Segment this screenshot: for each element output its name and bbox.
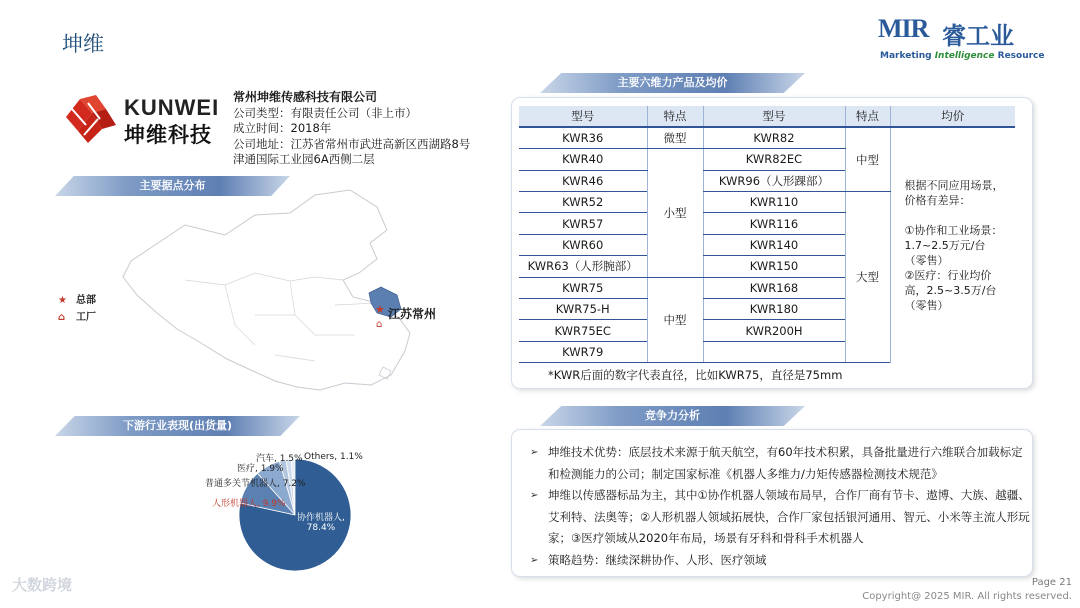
pie-data-label: 医疗, 1.9%: [237, 464, 284, 474]
copyright: Copyright@ 2025 MIR. All rights reserved.: [862, 591, 1072, 602]
mir-logo-mark: MIR: [878, 14, 929, 43]
pie-data-label: Others, 1.1%: [304, 452, 363, 462]
model-cell: KWR96（人形踝部）: [703, 170, 845, 191]
model-cell: KWR75-H: [519, 299, 647, 320]
competition-bullet: ➢ 策略趋势：继续深耕协作、人形、医疗领域: [530, 550, 1030, 572]
company-info: [233, 90, 503, 168]
company-name: 常州坤维传感科技有限公司: [233, 90, 378, 104]
model-cell: KWR75EC: [519, 320, 647, 341]
model-cell: [703, 341, 845, 362]
products-table: [519, 106, 1015, 363]
column-header: 均价: [890, 106, 1015, 127]
model-cell: KWR82: [703, 127, 845, 148]
kunwei-logo-cn: 坤维科技: [124, 123, 212, 147]
table-header-row: [519, 106, 1015, 127]
pie-data-label: 人形机器人, 9.9%: [212, 499, 286, 509]
mir-logo: [878, 14, 1045, 66]
products-footnote: *KWR后面的数字代表直径，比如KWR75，直径是75mm: [548, 368, 843, 382]
pie-data-label: 汽车, 1.5%: [256, 454, 303, 464]
city-label: 江苏常州: [388, 307, 437, 321]
feature-cell: 微型: [647, 127, 703, 148]
model-cell: KWR116: [703, 213, 845, 234]
company-founded: 成立时间：2018年: [233, 121, 332, 135]
mir-tagline: Marketing Intelligence Resource: [880, 51, 1045, 61]
china-map: [115, 185, 455, 405]
factory-marker-icon: ⌂: [376, 319, 383, 330]
table-row: [519, 127, 1015, 148]
pie-data-label: 普通多关节机器人, 7.2%: [205, 479, 306, 489]
mir-logo-cn: 睿工业: [942, 22, 1014, 50]
model-cell: KWR168: [703, 277, 845, 298]
company-address-cont: 津通国际工业园6A西侧二层: [233, 152, 375, 166]
column-header: 型号: [519, 106, 647, 127]
legend-factory: ⌂ 工厂: [58, 309, 96, 326]
model-cell: KWR110: [703, 192, 845, 213]
model-cell: KWR140: [703, 234, 845, 255]
price-note-cell: 根据不同应用场景， 价格有差异： ①协作和工业场景： 1.7~2.5万元/台 （零售） ②医疗：行业均价 高，2.5~3.5万/台 （零售）: [890, 127, 1015, 362]
feature-cell: 中型: [845, 127, 890, 191]
competition-bullet: ➢ 坤维技术优势：底层技术来源于航天航空，有60年技术积累，具备批量进行六维联合加载标定和检测能力的公司；制定国家标准《机器人多维力/力矩传感器检测技术规范》: [530, 442, 1030, 485]
kunwei-cube-icon: [62, 95, 120, 145]
kunwei-logo-en: KUNWEI: [124, 95, 220, 120]
model-cell: KWR46: [519, 170, 647, 191]
section-competition-header: 竞争力分析: [540, 406, 805, 426]
factory-icon: ⌂: [58, 312, 66, 323]
star-icon: ★: [58, 295, 67, 306]
column-header: 特点: [845, 106, 890, 127]
model-cell: KWR200H: [703, 320, 845, 341]
competition-list: [530, 442, 1030, 571]
model-cell: KWR82EC: [703, 149, 845, 170]
feature-cell: 中型: [647, 277, 703, 363]
company-address: 公司地址：江苏省常州市武进高新区西湖路8号: [233, 136, 471, 151]
model-cell: KWR36: [519, 127, 647, 148]
feature-cell: 大型: [845, 192, 890, 363]
hq-star-icon: ★: [375, 303, 385, 316]
column-header: 型号: [703, 106, 845, 127]
model-cell: KWR150: [703, 256, 845, 277]
watermark: 大数跨境: [12, 576, 73, 594]
column-header: 特点: [647, 106, 703, 127]
company-type: 公司类型：有限责任公司（非上市）: [233, 105, 417, 120]
section-locations-header: 主要据点分布: [55, 176, 290, 196]
pie-data-label: 协作机器人, 78.4%: [297, 513, 345, 533]
model-cell: KWR75: [519, 277, 647, 298]
model-cell: KWR40: [519, 149, 647, 170]
model-cell: KWR180: [703, 299, 845, 320]
page-title: 坤维: [62, 32, 104, 56]
model-cell: KWR79: [519, 341, 647, 362]
model-cell: KWR57: [519, 213, 647, 234]
model-cell: KWR60: [519, 234, 647, 255]
page-number: Page 21: [1031, 577, 1072, 588]
model-cell: KWR63（人形腕部）: [519, 256, 647, 277]
competition-bullet: ➢ 坤维以传感器标品为主，其中①协作机器人领域布局早，合作厂商有节卡、遨博、大族、越疆、艾利特、法奥等；②人形机器人领域拓展快，合作厂家包括银河通用、智元、小米等主流人形玩家；③医疗领域从2020年布局，场景有牙科和骨科手术机器人: [530, 485, 1030, 550]
model-cell: KWR52: [519, 192, 647, 213]
section-downstream-header: 下游行业表现(出货量): [55, 416, 300, 436]
kunwei-logo: [62, 95, 222, 147]
map-legend: [58, 292, 96, 326]
feature-cell: 小型: [647, 149, 703, 277]
section-products-header: 主要六维力产品及均价: [540, 73, 805, 93]
legend-hq: ★ 总部: [58, 292, 96, 309]
